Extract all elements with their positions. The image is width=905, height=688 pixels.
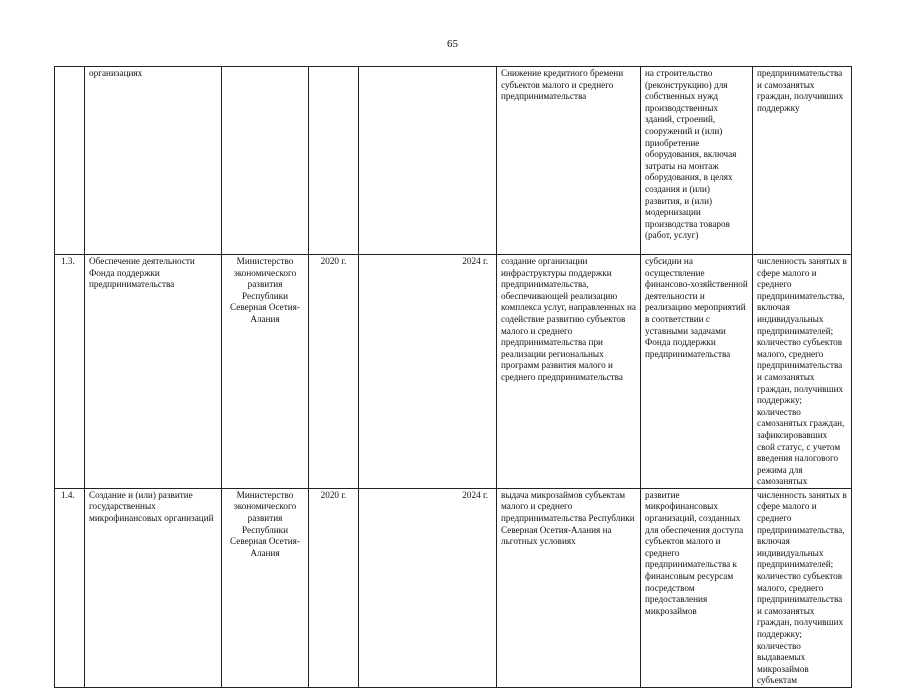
expected-result: выдача микрозаймов субъектам малого и среднего предпринимательства Республики Северная Осетия-Алания на льготных условиях bbox=[497, 488, 641, 687]
row-number: 1.3. bbox=[55, 255, 85, 489]
table-row bbox=[55, 255, 852, 489]
indicator: численность занятых в сфере малого и среднего предпринимательства, включая индивидуальных предпринимателей; количество субъектов малого, среднего предпринимательства и самозанятых граждан, получивших поддержку; количество самозанятых граждан, зафиксировавших свой статус, с учетом введения налогового режима для самозанятых bbox=[753, 255, 852, 489]
expected-result: Снижение кредитного бремени субъектов малого и среднего предпринимательства bbox=[497, 67, 641, 255]
table-row bbox=[55, 67, 852, 255]
start-year: 2020 г. bbox=[309, 488, 359, 687]
end-year: 2024 г. bbox=[359, 488, 497, 687]
row-number bbox=[55, 67, 85, 255]
expected-result: создание организации инфраструктуры поддержки предпринимательства, обеспечивающей реализацию комплекса услуг, направленных на содействие развитию субъектов малого и среднего предпринимательства при реализации региональных программ развития малого и среднего предпринимательства bbox=[497, 255, 641, 489]
indicator: численность занятых в сфере малого и среднего предпринимательства, включая индивидуальных предпринимателей; количество субъектов малого, среднего предпринимательства и самозанятых граждан, получивших поддержку; количество выдаваемых микрозаймов субъектам bbox=[753, 488, 852, 687]
measure-content: на строительство (реконструкцию) для собственных нужд производственных зданий, строений, сооружений и (или) приобретение оборудования, включая затраты на монтаж оборудования, в целях создания и (или) развития, и (или) модернизации производства товаров (работ, услуг) bbox=[641, 67, 753, 255]
start-year bbox=[309, 67, 359, 255]
table-row bbox=[55, 488, 852, 687]
measure-name: организациях bbox=[85, 67, 222, 255]
end-year bbox=[359, 67, 497, 255]
measure-name: Создание и (или) развитие государственных микрофинансовых организаций bbox=[85, 488, 222, 687]
executor: Министерство экономического развития Республики Северная Осетия-Алания bbox=[222, 255, 309, 489]
executor bbox=[222, 67, 309, 255]
measure-name: Обеспечение деятельности Фонда поддержки предпринимательства bbox=[85, 255, 222, 489]
end-year: 2024 г. bbox=[359, 255, 497, 489]
indicator: предпринимательства и самозанятых граждан, получивших поддержку bbox=[753, 67, 852, 255]
measure-content: развитие микрофинансовых организаций, созданных для обеспечения доступа субъектов малого и среднего предпринимательства к финансовым ресурсам посредством предоставления микрозаймов bbox=[641, 488, 753, 687]
row-number: 1.4. bbox=[55, 488, 85, 687]
measure-content: субсидии на осуществление финансово-хозяйственной деятельности и реализацию мероприятий в соответствии с уставными задачами Фонда поддержки предпринимательства bbox=[641, 255, 753, 489]
page-number: 65 bbox=[447, 38, 458, 50]
measures-table bbox=[54, 66, 852, 688]
start-year: 2020 г. bbox=[309, 255, 359, 489]
executor: Министерство экономического развития Республики Северная Осетия-Алания bbox=[222, 488, 309, 687]
